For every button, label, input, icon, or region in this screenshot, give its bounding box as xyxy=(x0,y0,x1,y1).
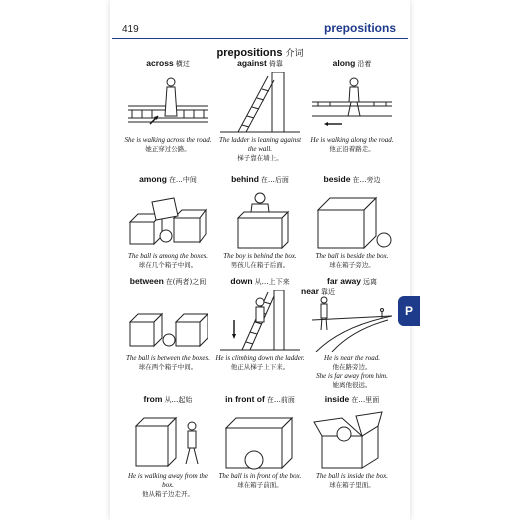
cell-from xyxy=(122,394,214,502)
cell-label: against 倚靠 xyxy=(237,58,283,68)
cell-caption: He is walking away from the box. 他从箱子边走开。 xyxy=(127,472,209,498)
section-title: prepositions xyxy=(323,21,396,35)
cell-caption: The ball is among the boxes. 球在几个箱子中间。 xyxy=(127,252,209,269)
beside-illustration xyxy=(312,188,392,250)
cell-label: among 在…中间 xyxy=(139,174,197,184)
title-zh: 介词 xyxy=(285,49,304,59)
cell-label: far away 远离 xyxy=(326,276,378,286)
cell-beside xyxy=(306,174,398,282)
page-header xyxy=(112,18,408,38)
cell-caption: He is walking along the road. 他正沿着路走。 xyxy=(310,136,394,153)
cell-caption: She is walking across the road. 她正穿过公路。 xyxy=(124,136,212,153)
down-illustration xyxy=(220,290,300,352)
cell-caption: He is near the road. 他在路旁边。 She is far away from him. 她离他很远。 xyxy=(316,354,388,389)
cell-along xyxy=(306,58,398,166)
header-rule xyxy=(112,38,408,39)
cell-label: in front of 在…前面 xyxy=(225,394,295,404)
behind-illustration xyxy=(220,188,300,250)
cell-label: between 在(两者)之间 xyxy=(129,276,207,286)
cell-caption: The ladder is leaning against the wall. 梯子靠在墙上。 xyxy=(218,136,302,162)
cell-label: down 从…上下来 xyxy=(230,276,290,286)
against-illustration xyxy=(220,72,300,134)
near-far-illustration xyxy=(312,290,392,352)
cell-label: beside 在…旁边 xyxy=(323,174,381,184)
across-illustration xyxy=(128,72,208,134)
cell-label: along 沿着 xyxy=(332,58,372,68)
cell-label: across 横过 xyxy=(146,58,190,68)
among-illustration xyxy=(128,188,208,250)
cell-caption: The ball is inside the box. 球在箱子里面。 xyxy=(316,472,388,489)
cell-inside xyxy=(306,394,398,502)
cell-against xyxy=(214,58,306,166)
between-illustration xyxy=(128,290,208,352)
cell-behind xyxy=(214,174,306,282)
in-front-of-illustration xyxy=(220,408,300,470)
cell-label: inside 在…里面 xyxy=(324,394,380,404)
title-en: prepositions xyxy=(216,47,283,59)
cell-caption: The ball is between the boxes. 球在两个箱子中间。 xyxy=(126,354,210,371)
cell-in-front-of xyxy=(214,394,306,502)
cell-label: behind 在…后面 xyxy=(231,174,289,184)
cell-among xyxy=(122,174,214,282)
cell-across xyxy=(122,58,214,166)
cell-between xyxy=(122,276,214,384)
cell-label: from 从…起始 xyxy=(143,394,193,404)
cell-caption: The ball is beside the box. 球在箱子旁边。 xyxy=(315,252,389,269)
cell-caption: The boy is behind the box. 男孩儿在箱子后面。 xyxy=(223,252,297,269)
cell-caption: The ball is in front of the box. 球在箱子前面。 xyxy=(218,472,302,489)
letter-tab[interactable]: P xyxy=(398,296,420,326)
from-illustration xyxy=(128,408,208,470)
page-number: 419 xyxy=(122,24,139,35)
cell-near-far-away xyxy=(301,276,398,389)
cell-label-secondary: near 靠近 xyxy=(301,286,335,296)
inside-illustration xyxy=(312,408,392,470)
along-illustration xyxy=(312,72,392,134)
cell-caption: He is climbing down the ladder. 他正从梯子上下来。 xyxy=(215,354,305,371)
